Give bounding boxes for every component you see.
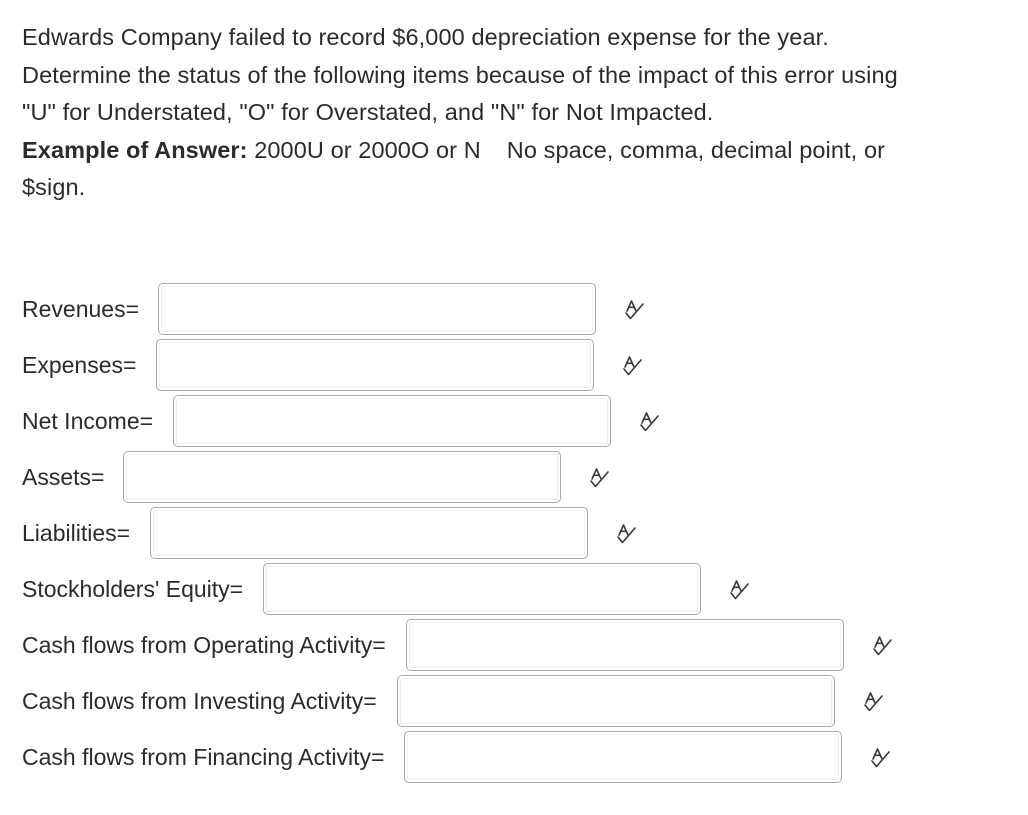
answer-row-stockholders-equity	[22, 561, 751, 617]
instruction-line-3: "U" for Understated, "O" for Overstated, and "N" for Not Impacted.	[22, 99, 714, 125]
expenses-input[interactable]	[156, 339, 594, 391]
example-text: 2000U or 2000O or N	[254, 136, 481, 163]
revenues-input[interactable]	[158, 283, 596, 335]
net-income-label: Net Income=	[22, 407, 154, 434]
instruction-example	[22, 132, 1012, 170]
example-label: Example of Answer:	[22, 136, 248, 163]
answer-row-revenues	[22, 281, 646, 337]
cash-financing-input[interactable]	[404, 731, 842, 783]
cash-financing-label: Cash flows from Financing Activity=	[22, 743, 385, 770]
spell-check-icon[interactable]	[639, 411, 661, 433]
net-income-input[interactable]	[173, 395, 611, 447]
answer-row-assets	[22, 449, 611, 505]
spell-check-icon[interactable]	[872, 635, 894, 657]
spell-check-icon[interactable]	[589, 467, 611, 489]
assets-label: Assets=	[22, 463, 105, 490]
spell-check-icon[interactable]	[729, 579, 751, 601]
answer-row-net-income	[22, 393, 661, 449]
answer-row-cash-investing	[22, 673, 885, 729]
spell-check-icon[interactable]	[616, 523, 638, 545]
revenues-label: Revenues=	[22, 295, 139, 322]
cash-investing-label: Cash flows from Investing Activity=	[22, 687, 377, 714]
liabilities-label: Liabilities=	[22, 519, 131, 546]
cash-operating-input[interactable]	[406, 619, 844, 671]
question-instructions	[22, 19, 1012, 207]
spell-check-icon[interactable]	[624, 299, 646, 321]
answer-row-cash-operating	[22, 617, 894, 673]
expenses-label: Expenses=	[22, 351, 137, 378]
cash-operating-label: Cash flows from Operating Activity=	[22, 631, 386, 658]
assets-input[interactable]	[123, 451, 561, 503]
spell-check-icon[interactable]	[622, 355, 644, 377]
instruction-line-2: Determine the status of the following items because of the impact of this error using	[22, 61, 898, 88]
answer-row-cash-financing	[22, 729, 892, 785]
liabilities-input[interactable]	[150, 507, 588, 559]
answer-row-expenses	[22, 337, 644, 393]
stockholders-equity-label: Stockholders' Equity=	[22, 575, 244, 602]
answer-row-liabilities	[22, 505, 638, 561]
stockholders-equity-input[interactable]	[263, 563, 701, 615]
spell-check-icon[interactable]	[863, 691, 885, 713]
spell-check-icon[interactable]	[870, 747, 892, 769]
cash-investing-input[interactable]	[397, 675, 835, 727]
format-note-a: No space, comma, decimal point, or	[506, 136, 886, 163]
instruction-line-1: Edwards Company failed to record $6,000 depreciation expense for the year.	[22, 24, 829, 50]
format-note-b: $sign.	[22, 174, 86, 200]
